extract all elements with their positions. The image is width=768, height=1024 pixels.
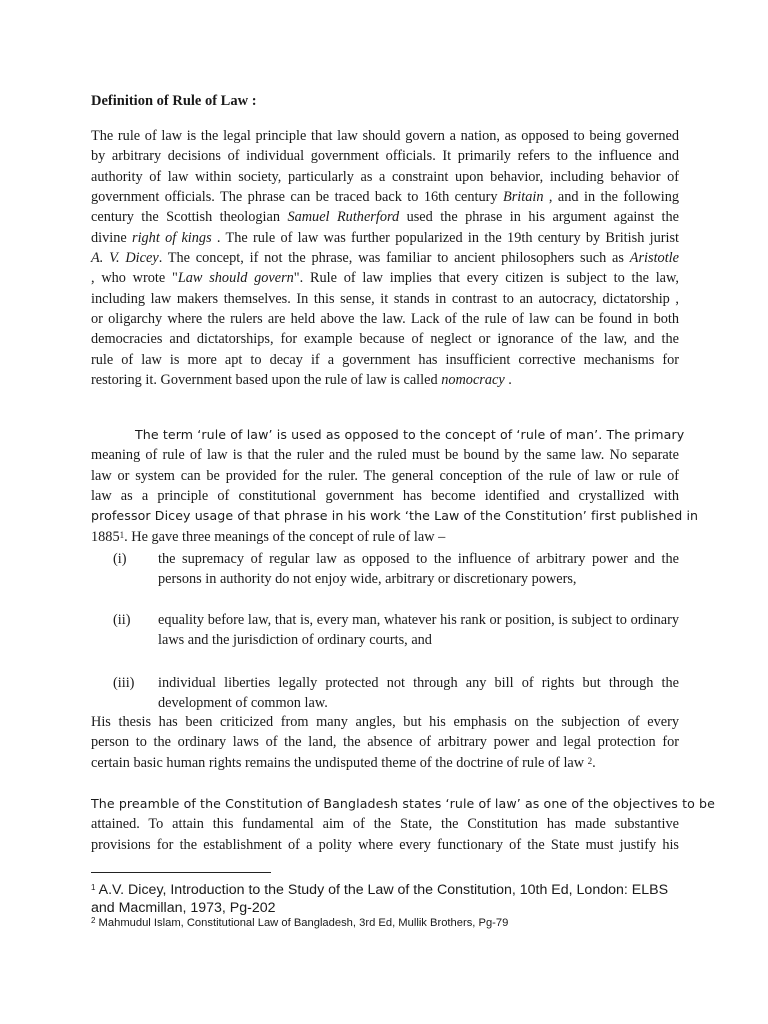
text-line: His thesis has been criticized from many angles, but his emphasis on the subjection of every: [91, 714, 679, 730]
text-line: The rule of law is the legal principle that law should govern a nation, as opposed to being governed: [91, 128, 679, 144]
text-line: restoring it. Government based upon the rule of law is called nomocracy .: [91, 372, 512, 389]
text-line: century the Scottish theologian Samuel Rutherford used the phrase in his argument against the: [91, 209, 679, 226]
text-line: meaning of rule of law is that the ruler and the ruled must be bound by the same law. No separate: [91, 447, 679, 464]
text-line: 1885$^1$. He gave three meanings of the concept of rule of law –: [91, 528, 446, 545]
list-item-text: the supremacy of regular law as opposed to the influence of arbitrary power and the persons in authority do not enjoy wide, arbitrary or discretionary powers,: [158, 551, 679, 588]
list-item-number: (iii): [113, 675, 135, 691]
text-line: law or system can be provided for the ruler. The general conception of the rule of law or rule of: [91, 467, 679, 484]
text-line: person to the ordinary laws of the land, the absence of arbitrary power and legal protection for: [91, 734, 679, 751]
text-line: The preamble of the Constitution of Bangladesh states ‘rule of law’ as one of the objectives to be: [91, 796, 715, 811]
footnote-1: [91, 881, 691, 917]
text-line: attained. To attain this fundamental aim of the State, the Constitution has made substantive: [91, 816, 679, 833]
list-item-number: (i): [113, 551, 127, 567]
italic-samuel-rutherford: Samuel Rutherford: [287, 209, 400, 226]
footnote-text: Mahmudul Islam, Constitutional Law of Bangladesh, 3rd Ed, Mullik Brothers, Pg-79: [95, 917, 509, 929]
text-line: law as a principle of constitutional government has become identified and crystallized with: [91, 488, 679, 505]
text-line: provisions for the establishment of a polity where every functionary of the State must justify his: [91, 836, 679, 853]
footnote-ref-1[interactable]: 1: [119, 529, 125, 540]
list-item-text: equality before law, that is, every man, whatever his rank or position, is subject to ordinary laws and the jurisdiction of ordinary courts, and: [158, 612, 679, 649]
text-line: , who wrote "Law should govern". Rule of law implies that every citizen is subject to the law,: [91, 270, 679, 287]
paragraph-thesis: [91, 712, 679, 773]
italic-britain: Britain: [502, 189, 544, 206]
list-item-number: (ii): [113, 612, 131, 628]
italic-law-should-govern: Law should govern: [177, 270, 294, 287]
text-line: The term ‘rule of law’ is used as opposed to the concept of ‘rule of man’. The primary: [135, 427, 685, 442]
footnote-marker: 2: [91, 916, 96, 925]
section-heading: Definition of Rule of Law :: [91, 93, 257, 109]
text-line: democracies and dictatorships, for example because of neglect or ignorance of the law, and the: [91, 331, 679, 348]
footnote-separator: [91, 872, 271, 873]
italic-aristotle: Aristotle: [629, 250, 679, 267]
list-item-text: individual liberties legally protected not through any bill of rights but through the development of common law.: [158, 675, 679, 712]
text-line: authority of law within society, particularly as a constraint upon behavior, including behavior of: [91, 168, 679, 185]
paragraph-definition: [91, 126, 679, 390]
italic-nomocracy: nomocracy: [441, 372, 505, 389]
footnote-text: A.V. Dicey, Introduction to the Study of the Law of the Constitution, 10th Ed, London: ELBS and Macmillan, 1973, Pg-202: [91, 882, 669, 916]
text-line: or oligarchy where the rulers are held above the law. Lack of the rule of law can be found in both: [91, 311, 679, 328]
text-line: A. V. Dicey. The concept, if not the phrase, was familiar to ancient philosophers such as Aristotle: [91, 250, 679, 267]
text-line: government officials. The phrase can be traced back to 16th century Britain , and in the following: [91, 189, 679, 206]
paragraph-rule-of-man: [91, 425, 699, 547]
italic-dicey: A. V. Dicey: [91, 250, 159, 267]
text-line: rule of law is more apt to decay if a government has insufficient corrective mechanisms for: [91, 351, 679, 368]
text-line: including law makers themselves. In this sense, it stands in contrast to an autocracy, dictatorship ,: [91, 290, 679, 307]
footnote-marker: 1: [91, 883, 96, 892]
footnote-ref-2[interactable]: 2: [587, 755, 593, 766]
text-line: certain basic human rights remains the undisputed theme of the doctrine of rule of law $^2$.: [91, 754, 596, 771]
text-line: by arbitrary decisions of individual government officials. It primarily refers to the influence and: [91, 148, 679, 165]
paragraph-bangladesh: [91, 794, 715, 855]
text-line: divine right of kings . The rule of law was further popularized in the 19th century by British jurist: [91, 229, 679, 246]
text-line: professor Dicey usage of that phrase in his work ‘the Law of the Constitution’ first published in: [91, 508, 699, 524]
footnote-2: [91, 916, 691, 930]
italic-right-of-kings: right of kings: [132, 229, 212, 246]
